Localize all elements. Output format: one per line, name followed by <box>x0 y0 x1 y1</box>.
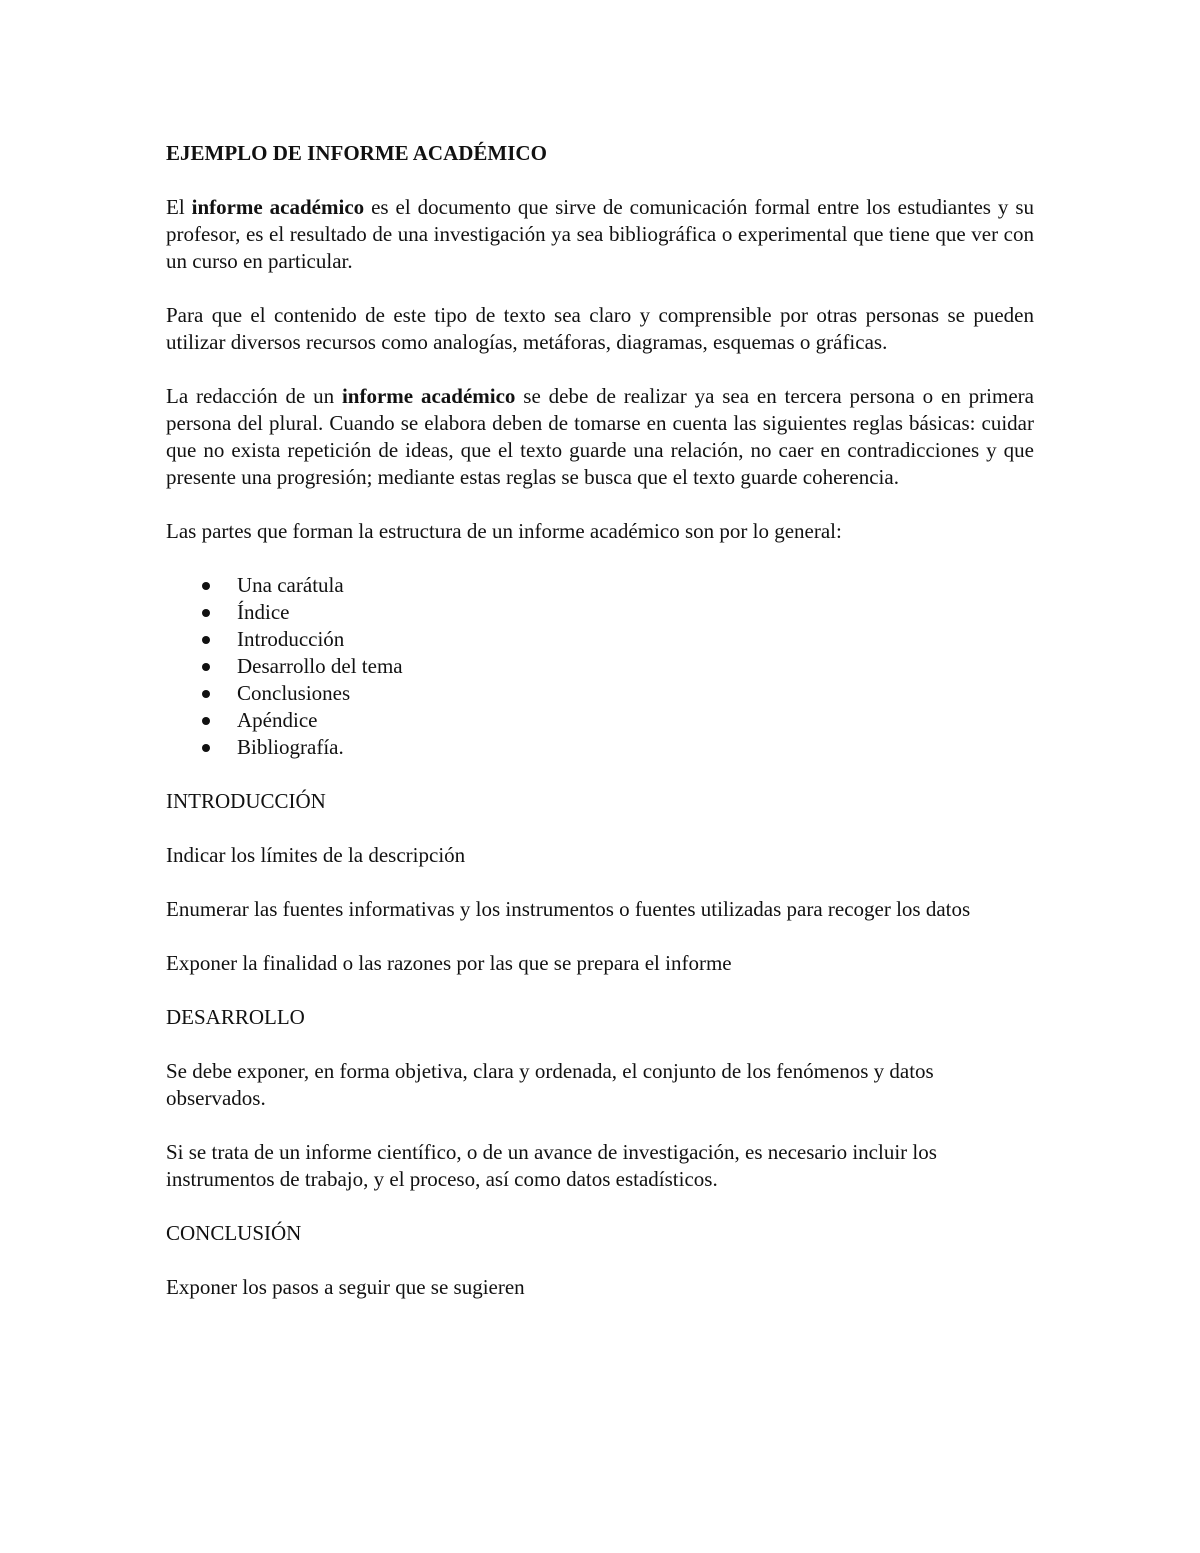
intro-p1-bold: informe académico <box>191 195 365 219</box>
bullet-icon <box>202 744 210 752</box>
bullet-icon <box>202 609 210 617</box>
intro-p3-bold: informe académico <box>341 384 516 408</box>
bullet-icon <box>202 663 210 671</box>
desarrollo-paragraph-1: Se debe exponer, en forma objetiva, clara y ordenada, el conjunto de los fenómenos y datos observados. <box>166 1059 934 1110</box>
list-item-label: Conclusiones <box>237 681 351 705</box>
bullet-icon <box>202 636 210 644</box>
introduccion-paragraph-1: Indicar los límites de la descripción <box>166 843 466 867</box>
list-item <box>166 599 1034 626</box>
introduccion-paragraph-2: Enumerar las fuentes informativas y los instrumentos o fuentes utilizadas para recoger los datos <box>166 897 971 921</box>
list-item <box>166 653 1034 680</box>
introduccion-heading: INTRODUCCIÓN <box>166 789 326 813</box>
list-item-label: Índice <box>237 600 290 624</box>
list-item <box>166 707 1034 734</box>
list-item <box>166 734 1034 761</box>
list-item-label: Bibliografía. <box>237 735 344 759</box>
list-item <box>166 572 1034 599</box>
bullet-icon <box>202 717 210 725</box>
intro-p3-rest: se debe de realizar ya sea en tercera persona o en primera persona del plural. Cuando se elabora deben de tomarse en cuenta las siguientes reglas básicas: cuidar que no exista repetición de ideas, que el texto guarde una relación, no caer en contradicciones y que presente una progresión; mediante estas reglas se busca que el texto guarde coherencia. <box>166 384 1034 489</box>
intro-p1-rest: es el documento que sirve de comunicación formal entre los estudiantes y su profesor, es el resultado de una investigación ya sea bibliográfica o experimental que tiene que ver con un curso en particular. <box>166 195 1034 273</box>
document-title: EJEMPLO DE INFORME ACADÉMICO <box>166 141 547 165</box>
intro-p3-lead: La redacción de un <box>166 384 342 408</box>
bullet-icon <box>202 582 210 590</box>
intro-paragraph-1 <box>166 194 1034 275</box>
desarrollo-heading: DESARROLLO <box>166 1005 305 1029</box>
conclusion-heading: CONCLUSIÓN <box>166 1221 302 1245</box>
intro-paragraph-3 <box>166 383 1034 491</box>
conclusion-paragraph-1: Exponer los pasos a seguir que se sugieren <box>166 1275 525 1299</box>
list-item-label: Una carátula <box>237 573 344 597</box>
list-item-label: Apéndice <box>237 708 318 732</box>
introduccion-paragraph-3: Exponer la finalidad o las razones por las que se prepara el informe <box>166 951 732 975</box>
intro-paragraph-2: Para que el contenido de este tipo de texto sea claro y comprensible por otras personas se pueden utilizar diversos recursos como analogías, metáforas, diagramas, esquemas o gráficas. <box>166 303 1034 354</box>
parts-list <box>166 572 1034 761</box>
document-page <box>166 140 1034 1328</box>
desarrollo-paragraph-2: Si se trata de un informe científico, o de un avance de investigación, es necesario incluir los instrumentos de trabajo, y el proceso, así como datos estadísticos. <box>166 1140 937 1191</box>
list-item <box>166 680 1034 707</box>
list-item <box>166 626 1034 653</box>
intro-p1-lead: El <box>166 195 185 219</box>
list-item-label: Introducción <box>237 627 345 651</box>
list-item-label: Desarrollo del tema <box>237 654 403 678</box>
bullet-icon <box>202 690 210 698</box>
intro-paragraph-4: Las partes que forman la estructura de un informe académico son por lo general: <box>166 519 842 543</box>
